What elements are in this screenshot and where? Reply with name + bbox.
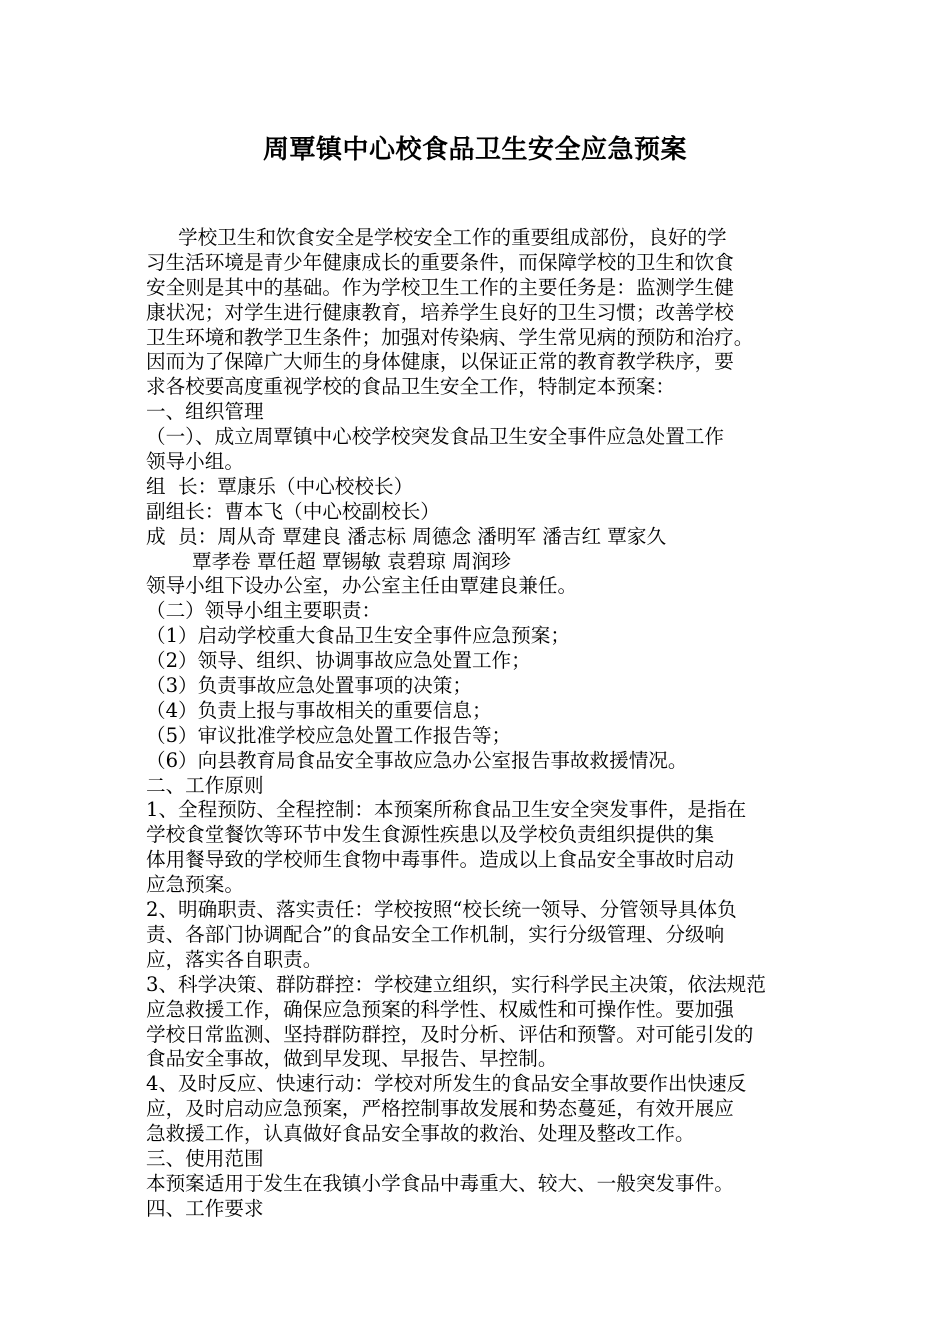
body-line: 应急救援工作，确保应急预案的科学性、权威性和可操作性。要加强 — [146, 997, 734, 1021]
body-line: 求各校要高度重视学校的食品卫生安全工作，特制定本预案： — [146, 375, 676, 399]
body-line: （一）、成立周覃镇中心校学校突发食品卫生安全事件应急处置工作 — [146, 425, 725, 449]
list-item: （5）审议批准学校应急处置工作报告等； — [146, 723, 512, 747]
list-item: （4）负责上报与事故相关的重要信息； — [146, 698, 492, 722]
body-line: 2、明确职责、落实责任：学校按照“校长统一领导、分管领导具体负 — [146, 898, 737, 922]
list-item: （1）启动学校重大食品卫生安全事件应急预案； — [146, 624, 570, 648]
deputy-leader-line: 副组长：曹本飞（中心校副校长） — [146, 499, 440, 523]
body-line: 领导小组。 — [146, 450, 244, 474]
section-heading: 一、组织管理 — [146, 400, 264, 424]
body-line: 因而为了保障广大师生的身体健康，以保证正常的教育教学秩序，要 — [146, 350, 734, 374]
body-line: 康状况；对学生进行健康教育，培养学生良好的卫生习惯；改善学校 — [146, 300, 734, 324]
body-line: 4、及时反应、快速行动：学校对所发生的食品安全事故要作出快速反 — [146, 1072, 747, 1096]
body-line: 应急预案。 — [146, 873, 244, 897]
document-body — [146, 226, 814, 1222]
members-line: 覃孝卷 覃任超 覃锡敏 袁碧琼 周润珍 — [192, 549, 511, 573]
body-line: 卫生环境和教学卫生条件；加强对传染病、学生常见病的预防和治疗。 — [146, 325, 754, 349]
body-line: 本预案适用于发生在我镇小学食品中毒重大、较大、一般突发事件。 — [146, 1171, 734, 1195]
body-line: 安全则是其中的基础。作为学校卫生工作的主要任务是：监测学生健 — [146, 275, 734, 299]
document-title: 周覃镇中心校食品卫生安全应急预案 — [262, 135, 687, 165]
body-line: 习生活环境是青少年健康成长的重要条件，而保障学校的卫生和饮食 — [146, 250, 734, 274]
leader-line: 组 长：覃康乐（中心校校长） — [146, 474, 414, 498]
section-heading: 四、工作要求 — [146, 1196, 264, 1220]
list-item: （2）领导、组织、协调事故应急处置工作； — [146, 649, 531, 673]
section-heading: 二、工作原则 — [146, 773, 264, 797]
body-line: 应，及时启动应急预案，严格控制事故发展和势态蔓延，有效开展应 — [146, 1097, 734, 1121]
list-item: （6）向县教育局食品安全事故应急办公室报告事故救援情况。 — [146, 748, 688, 772]
body-line: 3、科学决策、群防群控：学校建立组织，实行科学民主决策，依法规范 — [146, 972, 766, 996]
members-line: 成 员：周从奇 覃建良 潘志标 周德念 潘明军 潘吉红 覃家久 — [146, 524, 667, 548]
body-line: 1、全程预防、全程控制：本预案所称食品卫生安全突发事件，是指在 — [146, 798, 747, 822]
body-line: 学校卫生和饮食安全是学校安全工作的重要组成部份，良好的学 — [178, 226, 727, 249]
body-line: 学校日常监测、坚持群防群控，及时分析、评估和预警。对可能引发的 — [146, 1022, 754, 1046]
list-item: （3）负责事故应急处置事项的决策； — [146, 674, 472, 698]
body-line: 急救援工作，认真做好食品安全事故的救治、处理及整改工作。 — [146, 1122, 695, 1146]
body-line: 食品安全事故，做到早发现、早报告、早控制。 — [146, 1047, 558, 1071]
subsection-heading: （二）领导小组主要职责： — [146, 599, 382, 623]
body-line: 学校食堂餐饮等环节中发生食源性疾患以及学校负责组织提供的集 — [146, 823, 715, 847]
body-line: 应，落实各自职责。 — [146, 947, 323, 971]
body-line: 责、各部门协调配合”的食品安全工作机制，实行分级管理、分级响 — [146, 922, 725, 946]
section-heading: 三、使用范围 — [146, 1146, 264, 1170]
body-line: 体用餐导致的学校师生食物中毒事件。造成以上食品安全事故时启动 — [146, 848, 734, 872]
body-line: 领导小组下设办公室，办公室主任由覃建良兼任。 — [146, 574, 578, 598]
